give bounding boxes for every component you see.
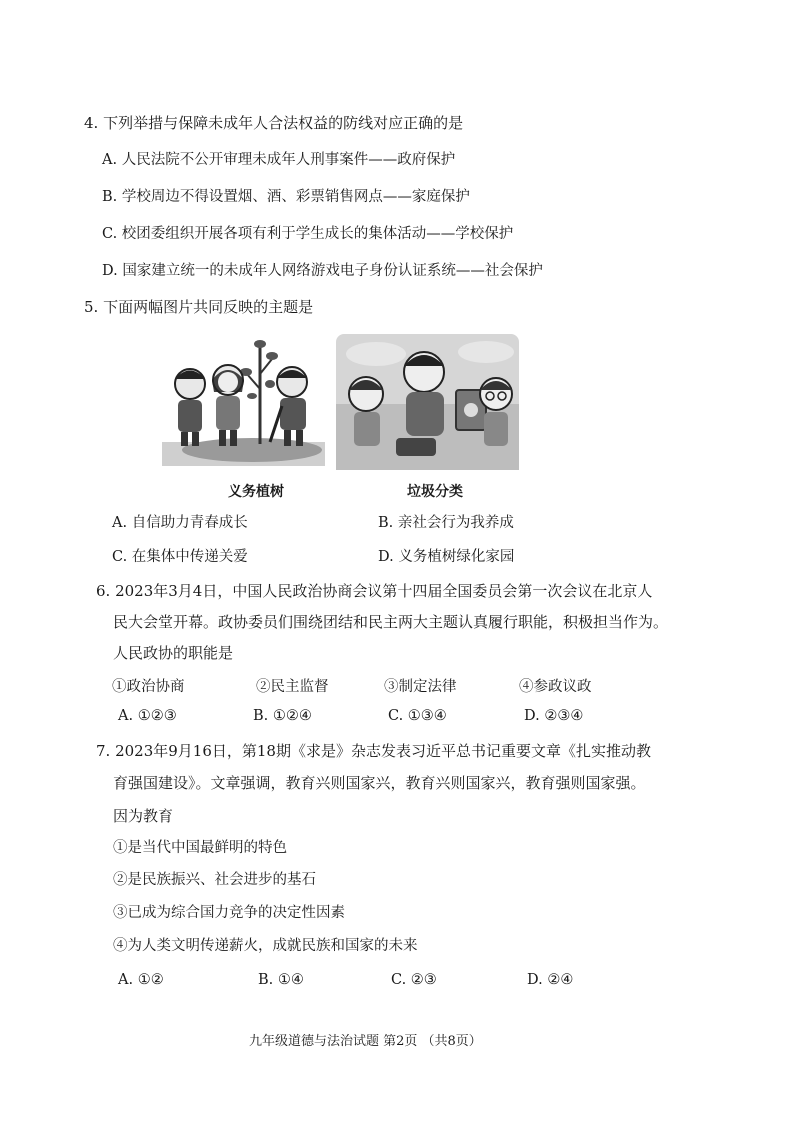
q4-option-b: B. 学校周边不得设置烟、酒、彩票销售网点——家庭保护 xyxy=(102,189,470,205)
q4-option-c: C. 校团委组织开展各项有利于学生成长的集体活动——学校保护 xyxy=(102,226,514,242)
q6-option-c: C. ①③④ xyxy=(388,708,447,724)
q7-option-b: B. ①④ xyxy=(258,972,304,988)
q7-item-1: ①是当代中国最鲜明的特色 xyxy=(113,840,287,856)
q7-option-a: A. ①② xyxy=(118,972,164,988)
garbage-sorting-illustration xyxy=(336,334,519,470)
q4-option-d: D. 国家建立统一的未成年人网络游戏电子身份认证系统——社会保护 xyxy=(102,263,543,279)
caption-garbage-sorting: 垃圾分类 xyxy=(407,484,463,500)
q5-option-c: C. 在集体中传递关爱 xyxy=(112,549,248,565)
q7-item-2: ②是民族振兴、社会进步的基石 xyxy=(113,872,316,888)
q6-item-4: ④参政议政 xyxy=(519,679,592,695)
q6-line-1: 6. 2023年3月4日，中国人民政治协商会议第十四届全国委员会第一次会议在北京人 xyxy=(96,582,653,600)
q6-item-3: ③制定法律 xyxy=(384,679,457,695)
q5-option-d: D. 义务植树绿化家园 xyxy=(378,549,515,565)
q6-option-a: A. ①②③ xyxy=(118,708,177,724)
q7-line-3: 因为教育 xyxy=(113,807,174,825)
tree-planting-illustration xyxy=(162,334,325,468)
q7-item-3: ③已成为综合国力竞争的决定性因素 xyxy=(113,905,345,921)
q7-line-1: 7. 2023年9月16日，第18期《求是》杂志发表习近平总书记重要文章《扎实推动教 xyxy=(96,742,651,760)
q6-option-d: D. ②③④ xyxy=(524,708,584,724)
q5-stem: 5. 下面两幅图片共同反映的主题是 xyxy=(84,298,314,316)
q6-line-3: 人民政协的职能是 xyxy=(113,644,234,662)
q7-option-c: C. ②③ xyxy=(391,972,437,988)
q6-item-2: ②民主监督 xyxy=(256,679,329,695)
q7-option-d: D. ②④ xyxy=(527,972,574,988)
q5-option-b: B. 亲社会行为我养成 xyxy=(378,515,514,531)
q7-line-2: 育强国建设》。文章强调，教育兴则国家兴，教育兴则国家兴，教育强则国家强。 xyxy=(113,774,646,792)
q4-stem: 4. 下列举措与保障未成年人合法权益的防线对应正确的是 xyxy=(84,114,464,132)
q5-option-a: A. 自信助力青春成长 xyxy=(112,515,248,531)
page-footer: 九年级道德与法治试题 第2页 （共8页） xyxy=(249,1034,482,1049)
caption-tree-planting: 义务植树 xyxy=(228,484,284,500)
q4-option-a: A. 人民法院不公开审理未成年人刑事案件——政府保护 xyxy=(102,152,456,168)
q6-item-1: ①政治协商 xyxy=(112,679,185,695)
q7-item-4: ④为人类文明传递薪火，成就民族和国家的未来 xyxy=(113,938,418,954)
q6-line-2: 民大会堂开幕。政协委员们围绕团结和民主两大主题认真履行职能，积极担当作为。 xyxy=(113,613,669,631)
q6-option-b: B. ①②④ xyxy=(253,708,312,724)
